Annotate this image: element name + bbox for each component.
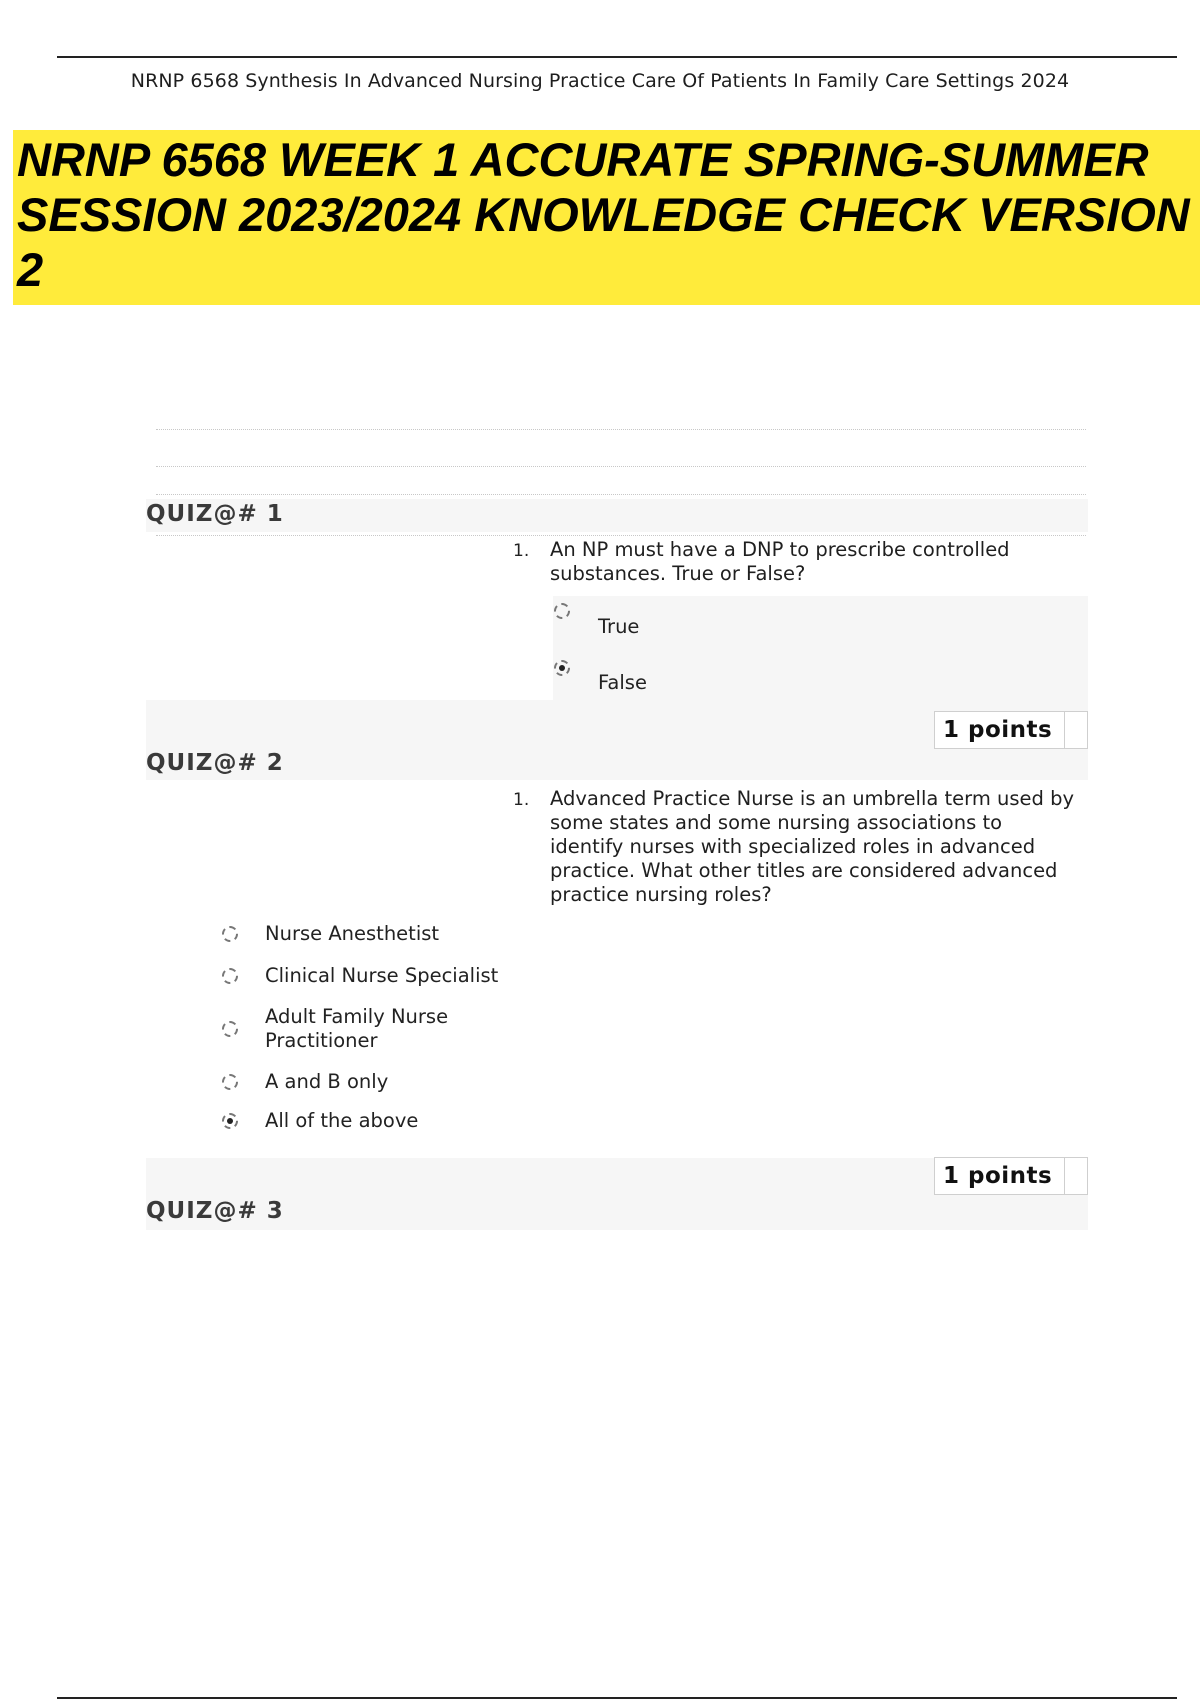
divider <box>156 494 1086 495</box>
option-label: All of the above <box>265 1109 419 1132</box>
footer-rule <box>57 1697 1177 1699</box>
title-band <box>13 130 1200 305</box>
divider <box>156 466 1086 467</box>
option-false-label: False <box>598 671 647 694</box>
quiz-2-question: Advanced Practice Nurse is an umbrella term used by some states and some nursing associations to identify nurses with specialized roles in advanced practice. What other titles are considered advanced practice nursing roles? <box>550 787 1075 906</box>
option-clinical-nurse-specialist[interactable] <box>222 968 238 984</box>
option-adult-family-np[interactable] <box>222 1021 238 1037</box>
divider <box>156 535 1086 536</box>
quiz-1-label: QUIZ@# 1 <box>146 501 284 527</box>
option-all-of-the-above[interactable] <box>222 1113 238 1129</box>
points-box <box>934 1157 1088 1195</box>
radio-unselected-icon[interactable] <box>222 1074 238 1090</box>
radio-selected-icon[interactable] <box>554 660 570 676</box>
option-label: Clinical Nurse Specialist <box>265 964 499 987</box>
title-line: SESSION 2023/2024 KNOWLEDGE CHECK VERSION <box>17 188 1190 241</box>
points-cell <box>1064 712 1087 748</box>
running-header: NRNP 6568 Synthesis In Advanced Nursing Practice Care Of Patients In Family Care Settings 2024 <box>130 70 1070 92</box>
points-box <box>934 711 1088 749</box>
points-value: 1 points <box>943 717 1053 743</box>
points-value: 1 points <box>943 1163 1053 1189</box>
option-label: Nurse Anesthetist <box>265 922 440 945</box>
quiz-3-label: QUIZ@# 3 <box>146 1198 284 1224</box>
quiz-1-question: An NP must have a DNP to prescribe controlled substances. True or False? <box>550 538 1010 585</box>
radio-unselected-icon[interactable] <box>222 1021 238 1037</box>
radio-selected-icon[interactable] <box>222 1113 238 1129</box>
option-true-label: True <box>598 615 640 638</box>
option-false[interactable] <box>554 660 570 676</box>
radio-unselected-icon[interactable] <box>222 968 238 984</box>
option-a-and-b-only[interactable] <box>222 1074 238 1090</box>
question-number: 1. <box>513 541 530 561</box>
quiz-2-label: QUIZ@# 2 <box>146 750 284 776</box>
document-title <box>13 130 1200 297</box>
title-line: NRNP 6568 WEEK 1 ACCURATE SPRING-SUMMER <box>17 133 1149 186</box>
divider <box>156 429 1086 430</box>
title-line: 2 <box>17 243 44 296</box>
option-true[interactable] <box>554 603 570 619</box>
option-nurse-anesthetist[interactable] <box>222 926 238 942</box>
option-label: Adult Family Nurse Practitioner <box>265 1005 449 1052</box>
radio-unselected-icon[interactable] <box>554 603 570 619</box>
option-label: A and B only <box>265 1070 389 1093</box>
points-cell <box>1064 1158 1087 1194</box>
question-number: 1. <box>513 790 530 810</box>
radio-unselected-icon[interactable] <box>222 926 238 942</box>
quiz-header-row <box>146 499 1088 532</box>
header-rule <box>57 56 1177 58</box>
